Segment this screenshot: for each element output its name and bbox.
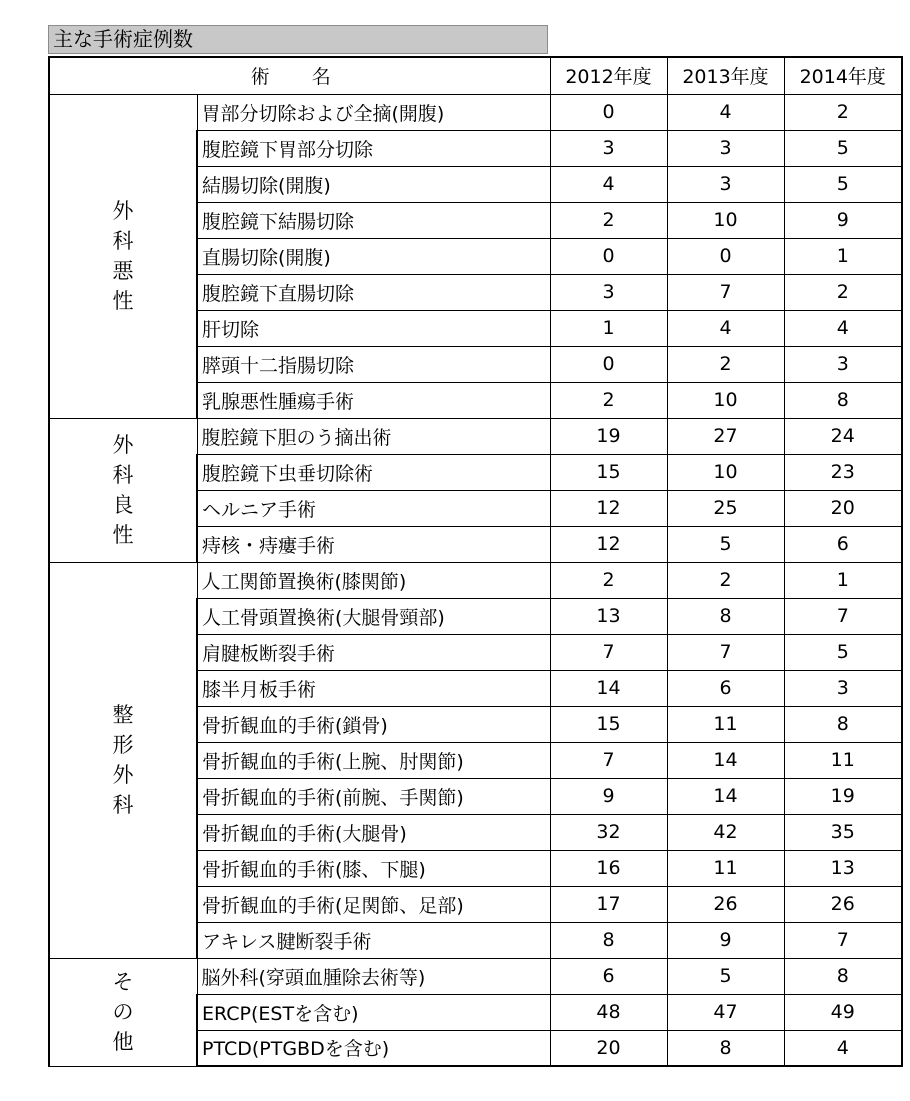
count-cell-2013: 8 (667, 598, 784, 634)
category-cell (49, 562, 197, 958)
category-label: その他 (112, 970, 134, 1054)
count-cell-2014: 7 (784, 598, 902, 634)
count-cell-2013: 47 (667, 994, 784, 1030)
count-cell-2012: 2 (550, 382, 667, 418)
count-cell-2012: 2 (550, 562, 667, 598)
category-label: 外科良性 (112, 433, 134, 547)
category-cell (49, 418, 197, 562)
count-cell-2012: 0 (550, 94, 667, 130)
count-cell-2013: 8 (667, 1030, 784, 1066)
count-cell-2013: 25 (667, 490, 784, 526)
count-cell-2014: 9 (784, 202, 902, 238)
count-cell-2013: 11 (667, 850, 784, 886)
count-cell-2012: 15 (550, 706, 667, 742)
count-cell-2012: 32 (550, 814, 667, 850)
procedure-name-header: 術 名 (49, 57, 550, 94)
procedure-name-cell: アキレス腱断裂手術 (197, 922, 550, 958)
count-cell-2012: 13 (550, 598, 667, 634)
procedure-name-cell: 乳腺悪性腫瘍手術 (197, 382, 550, 418)
count-cell-2013: 3 (667, 166, 784, 202)
table-body (49, 94, 902, 1066)
count-cell-2014: 49 (784, 994, 902, 1030)
count-cell-2014: 23 (784, 454, 902, 490)
count-cell-2014: 8 (784, 958, 902, 994)
count-cell-2012: 8 (550, 922, 667, 958)
procedure-name-cell: 腹腔鏡下直腸切除 (197, 274, 550, 310)
count-cell-2014: 8 (784, 706, 902, 742)
count-cell-2013: 27 (667, 418, 784, 454)
count-cell-2012: 15 (550, 454, 667, 490)
category-cell (49, 94, 197, 418)
table-title: 主な手術症例数 (48, 25, 548, 54)
table-row (49, 958, 902, 994)
procedure-name-cell: 膝半月板手術 (197, 670, 550, 706)
procedure-name-cell: 骨折観血的手術(足関節、足部) (197, 886, 550, 922)
count-cell-2012: 6 (550, 958, 667, 994)
count-cell-2012: 7 (550, 742, 667, 778)
procedure-name-cell: 膵頭十二指腸切除 (197, 346, 550, 382)
procedure-name-cell: 腹腔鏡下胃部分切除 (197, 130, 550, 166)
count-cell-2013: 0 (667, 238, 784, 274)
count-cell-2013: 14 (667, 742, 784, 778)
category-label: 外科悪性 (112, 199, 134, 313)
procedure-name-cell: 骨折観血的手術(鎖骨) (197, 706, 550, 742)
procedure-name-cell: 人工骨頭置換術(大腿骨頸部) (197, 598, 550, 634)
category-label: 整形外科 (112, 703, 134, 817)
procedure-name-cell: PTCD(PTGBDを含む) (197, 1030, 550, 1066)
count-cell-2014: 20 (784, 490, 902, 526)
count-cell-2012: 17 (550, 886, 667, 922)
count-cell-2012: 12 (550, 490, 667, 526)
procedure-name-cell: 肩腱板断裂手術 (197, 634, 550, 670)
procedure-name-cell: 骨折観血的手術(膝、下腿) (197, 850, 550, 886)
count-cell-2014: 5 (784, 130, 902, 166)
count-cell-2013: 7 (667, 274, 784, 310)
count-cell-2014: 6 (784, 526, 902, 562)
count-cell-2014: 5 (784, 634, 902, 670)
procedure-name-cell: 腹腔鏡下結腸切除 (197, 202, 550, 238)
year-header-2014: 2014年度 (784, 57, 902, 94)
count-cell-2014: 24 (784, 418, 902, 454)
count-cell-2013: 10 (667, 382, 784, 418)
count-cell-2013: 10 (667, 202, 784, 238)
count-cell-2012: 20 (550, 1030, 667, 1066)
count-cell-2012: 3 (550, 274, 667, 310)
count-cell-2013: 26 (667, 886, 784, 922)
count-cell-2014: 2 (784, 94, 902, 130)
count-cell-2013: 3 (667, 130, 784, 166)
count-cell-2012: 0 (550, 238, 667, 274)
procedure-name-cell: 直腸切除(開腹) (197, 238, 550, 274)
count-cell-2012: 0 (550, 346, 667, 382)
count-cell-2013: 4 (667, 310, 784, 346)
count-cell-2013: 2 (667, 346, 784, 382)
count-cell-2013: 5 (667, 526, 784, 562)
procedure-name-cell: 骨折観血的手術(上腕、肘関節) (197, 742, 550, 778)
count-cell-2012: 48 (550, 994, 667, 1030)
count-cell-2014: 3 (784, 346, 902, 382)
count-cell-2013: 10 (667, 454, 784, 490)
count-cell-2014: 19 (784, 778, 902, 814)
procedure-name-cell: 腹腔鏡下胆のう摘出術 (197, 418, 550, 454)
count-cell-2013: 4 (667, 94, 784, 130)
count-cell-2012: 12 (550, 526, 667, 562)
count-cell-2014: 7 (784, 922, 902, 958)
count-cell-2012: 19 (550, 418, 667, 454)
count-cell-2012: 7 (550, 634, 667, 670)
count-cell-2014: 4 (784, 1030, 902, 1066)
procedure-name-cell: 腹腔鏡下虫垂切除術 (197, 454, 550, 490)
count-cell-2013: 5 (667, 958, 784, 994)
count-cell-2014: 35 (784, 814, 902, 850)
count-cell-2014: 1 (784, 562, 902, 598)
procedure-name-cell: 骨折観血的手術(大腿骨) (197, 814, 550, 850)
count-cell-2012: 9 (550, 778, 667, 814)
count-cell-2014: 13 (784, 850, 902, 886)
count-cell-2013: 42 (667, 814, 784, 850)
year-header-2013: 2013年度 (667, 57, 784, 94)
surgery-count-table (48, 56, 903, 1067)
count-cell-2014: 1 (784, 238, 902, 274)
count-cell-2012: 3 (550, 130, 667, 166)
category-cell (49, 958, 197, 1066)
count-cell-2013: 6 (667, 670, 784, 706)
count-cell-2014: 5 (784, 166, 902, 202)
procedure-name-cell: 人工関節置換術(膝関節) (197, 562, 550, 598)
count-cell-2013: 14 (667, 778, 784, 814)
count-cell-2014: 3 (784, 670, 902, 706)
count-cell-2012: 14 (550, 670, 667, 706)
procedure-name-cell: 肝切除 (197, 310, 550, 346)
count-cell-2014: 26 (784, 886, 902, 922)
procedure-name-cell: 胃部分切除および全摘(開腹) (197, 94, 550, 130)
procedure-name-cell: ERCP(ESTを含む) (197, 994, 550, 1030)
year-header-2012: 2012年度 (550, 57, 667, 94)
count-cell-2013: 9 (667, 922, 784, 958)
procedure-name-cell: 痔核・痔瘻手術 (197, 526, 550, 562)
count-cell-2012: 4 (550, 166, 667, 202)
count-cell-2012: 1 (550, 310, 667, 346)
count-cell-2012: 16 (550, 850, 667, 886)
table-row (49, 562, 902, 598)
count-cell-2014: 11 (784, 742, 902, 778)
procedure-name-cell: 脳外科(穿頭血腫除去術等) (197, 958, 550, 994)
count-cell-2014: 8 (784, 382, 902, 418)
count-cell-2013: 2 (667, 562, 784, 598)
count-cell-2014: 2 (784, 274, 902, 310)
count-cell-2013: 7 (667, 634, 784, 670)
count-cell-2013: 11 (667, 706, 784, 742)
procedure-name-cell: ヘルニア手術 (197, 490, 550, 526)
table-row (49, 418, 902, 454)
count-cell-2014: 4 (784, 310, 902, 346)
procedure-name-cell: 骨折観血的手術(前腕、手関節) (197, 778, 550, 814)
count-cell-2012: 2 (550, 202, 667, 238)
header-row (49, 57, 902, 94)
procedure-name-cell: 結腸切除(開腹) (197, 166, 550, 202)
table-row (49, 94, 902, 130)
